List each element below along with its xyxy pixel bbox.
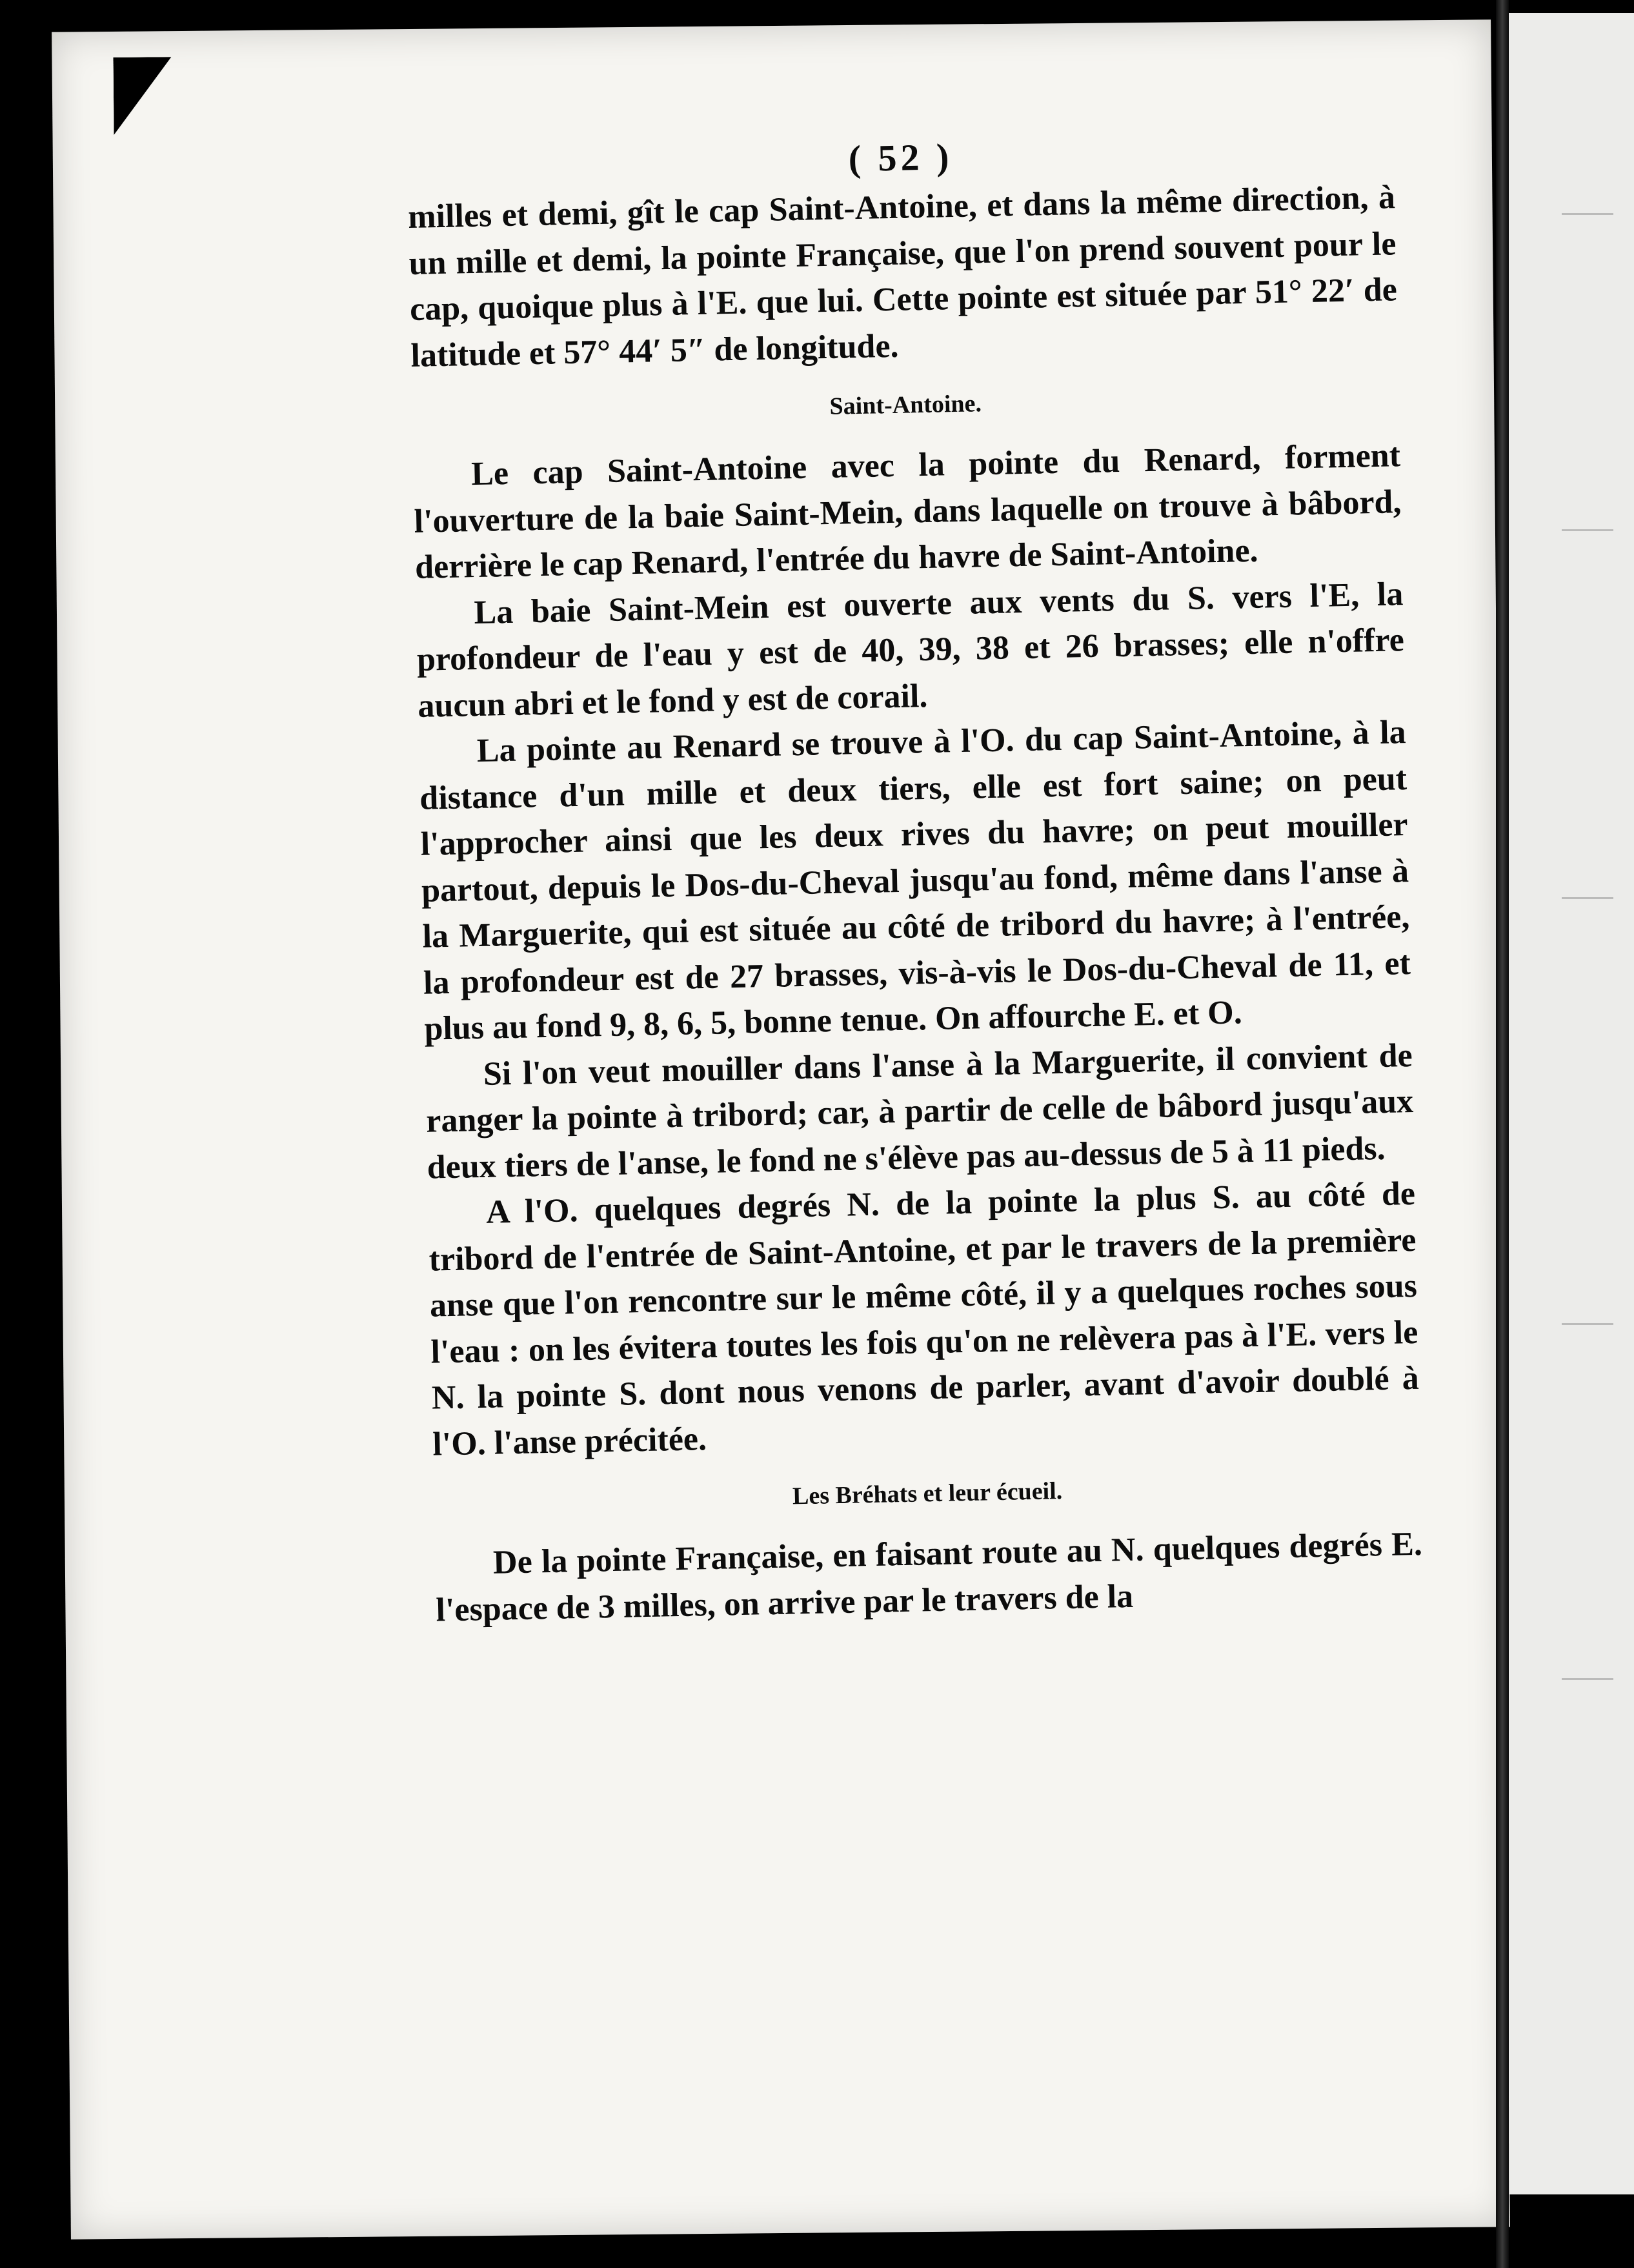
section-heading-brehats: Les Bréhats et leur écueil. [792,1477,1063,1510]
bleed-through-mark [1562,1678,1613,1680]
paragraph: A l'O. quelques degrés N. de la pointe la plus S. au côté de tribord de l'entrée de Saint-Antoine, et par le travers de la première anse que l'on rencontre sur le même côté, il y a quelques roches sous l'eau : on les évitera toutes les fois qu'on ne relèvera pas à l'E. vers le N. la pointe S. dont nous venons de parler, avant d'avoir doublé à l'O. l'anse précitée. [429,1175,1420,1463]
bleed-through-mark [1562,213,1613,215]
page-text [407,125,1424,1633]
paragraph: La baie Saint-Mein est ouverte aux vents du S. vers l'E, la profondeur de l'eau y est de 40, 39, 38 et 26 brasses; elle n'offre aucun abri et le fond y est de corail. [416,575,1405,725]
paragraph: Si l'on veut mouiller dans l'anse à la Marguerite, il convient de ranger la pointe à tribord; car, à partir de celle de bâbord jusqu'aux deux tiers de l'anse, le fond ne s'élève pas au-dessus de 5 à 11 pieds. [425,1037,1414,1186]
paragraph: La pointe au Renard se trouve à l'O. du cap Saint-Antoine, à la distance d'un mille et deux tiers, elle est fort saine; on peut l'approcher ainsi que les deux rives du havre; on peut mouiller partout, depuis le Dos-du-Cheval jusqu'au fond, même dans l'anse à la Marguerite, qui est située au côté de tribord du havre; à l'entrée, la profondeur est de 27 brasses, vis-à-vis le Dos-du-Cheval de 11, et plus au fond 9, 8, 6, 5, bonne tenue. On affourche E. et O. [419,714,1411,1048]
paragraph: milles et demi, gît le cap Saint-Antoine, et dans la même direction, à un mille et demi, la pointe Française, que l'on prend souvent pour le cap, quoique plus à l'E. que lui. Cette pointe est située par 51° 22′ de latitude et 57° 44′ 5″ de longitude. [407,179,1398,374]
bleed-through-mark [1562,1323,1613,1325]
facing-page-edge [1507,13,1634,2194]
page-gutter [1496,0,1509,2268]
paragraph: De la pointe Française, en faisant route au N. quelques degrés E. l'espace de 3 milles, on arrive par le travers de la [435,1525,1423,1629]
bleed-through-mark [1562,529,1613,531]
torn-corner [113,57,172,135]
page-number: ( 52 ) [848,136,953,180]
paragraph: Le cap Saint-Antoine avec la pointe du Renard, forment l'ouverture de la baie Saint-Mein, dans laquelle on trouve à bâbord, derrière le cap Renard, l'entrée du havre de Saint-Antoine. [414,437,1402,586]
bleed-through-mark [1562,897,1613,899]
section-heading-saint-antoine: Saint-Antoine. [829,390,982,420]
